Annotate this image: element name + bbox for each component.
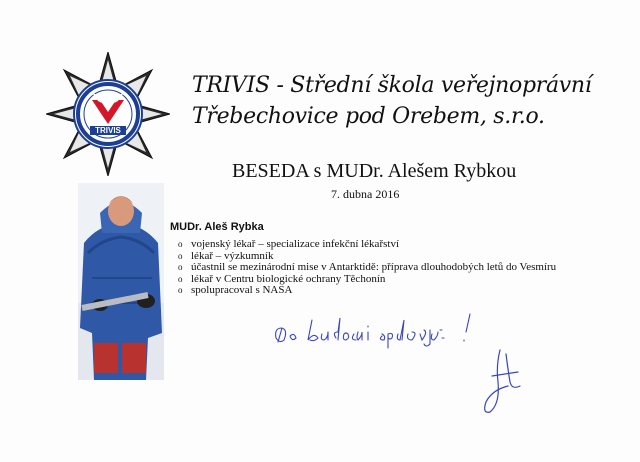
bullet-icon: o bbox=[178, 273, 183, 284]
list-item-text: lékař v Centru biologické ochrany Těchonín bbox=[191, 272, 386, 285]
list-item-text: účastnil se mezinárodní mise v Antarktidě: příprava dlouhodobých letů do Vesmíru bbox=[191, 261, 557, 273]
school-title bbox=[192, 70, 632, 132]
signature bbox=[478, 346, 528, 416]
list-item-text: vojenský lékař – specializace infekční lékařství bbox=[191, 238, 399, 250]
event-title: BESEDA s MUDr. Alešem Rybkou bbox=[232, 160, 517, 182]
handwritten-note bbox=[272, 310, 482, 360]
school-title-line-1: TRIVIS - Střední škola veřejnoprávní bbox=[192, 73, 592, 98]
bullet-icon: o bbox=[178, 262, 183, 272]
bullet-icon: o bbox=[178, 285, 183, 295]
bullet-icon: o bbox=[178, 239, 183, 249]
profile-name: MUDr. Aleš Rybka bbox=[170, 221, 264, 233]
profile-points bbox=[175, 239, 556, 297]
logo-brand: TRIVIS bbox=[95, 126, 121, 135]
portrait-photo bbox=[78, 183, 164, 380]
trivis-logo bbox=[46, 52, 170, 176]
school-title-line-2: Třebechovice pod Orebem, s.r.o. bbox=[192, 104, 545, 129]
list-item-text: lékař – výzkumník bbox=[191, 249, 274, 262]
list-item bbox=[175, 285, 556, 297]
bullet-icon: o bbox=[178, 250, 183, 261]
list-item-text: spolupracoval s NASA bbox=[191, 284, 293, 296]
event-date: 7. dubna 2016 bbox=[331, 187, 400, 201]
